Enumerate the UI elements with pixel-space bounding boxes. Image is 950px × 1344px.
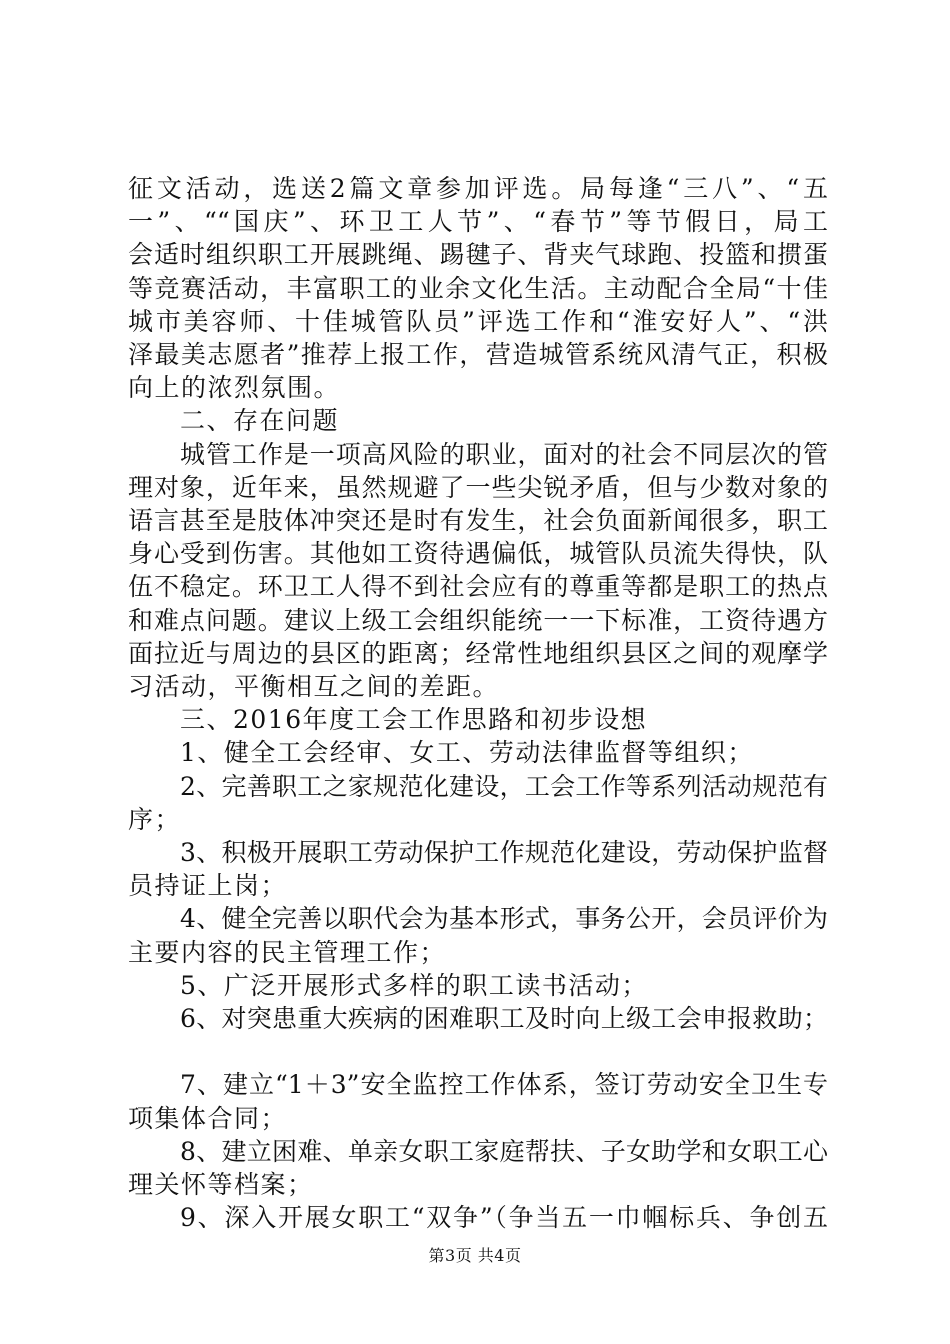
list-item-continuation: 主要内容的民主管理工作； [128,937,447,967]
paragraph-line: 会适时组织职工开展跳绳、踢毽子、背夹气球跑、投篮和掼蛋 [128,240,828,270]
paragraph-line: 习活动，平衡相互之间的差距。 [128,672,500,701]
paragraph-line: 城管工作是一项高风险的职业，面对的社会不同层次的管 [180,439,828,469]
list-item: 1、健全工会经审、女工、劳动法律监督等组织； [180,738,754,768]
list-item: 4、健全完善以职代会为基本形式，事务公开，会员评价为 [180,904,828,934]
paragraph-line: 一”、““国庆”、环卫工人节”、“春节”等节假日，局工 [128,207,828,237]
list-item: 9、深入开展女职工“双争”（争当五一巾帼标兵、争创五 [180,1203,828,1233]
paragraph-line: 泽最美志愿者”推荐上报工作，营造城管系统风清气正，积极 [128,340,828,369]
paragraph-line: 身心受到伤害。其他如工资待遇偏低，城管队员流失得快，队 [128,539,828,569]
section-heading: 三、2016年度工会工作思路和初步设想 [180,705,648,735]
list-item-continuation: 项集体合同； [128,1103,288,1133]
paragraph-line: 征文活动，选送2篇文章参加评选。局每逢“三八”、“五 [128,174,828,203]
section-heading: 二、存在问题 [180,406,340,436]
list-item-continuation: 员持证上岗； [128,871,288,901]
list-item: 6、对突患重大疾病的困难职工及时向上级工会申报救助； [180,1004,828,1033]
paragraph-line: 面拉近与周边的县区的距离；经常性地组织县区之间的观摩学 [128,638,828,668]
list-item-continuation: 理关怀等档案； [128,1170,314,1199]
paragraph-line: 语言甚至是肢体冲突还是时有发生，社会负面新闻很多，职工 [128,506,828,535]
list-item: 5、广泛开展形式多样的职工读书活动； [180,970,648,1000]
paragraph-line: 城市美容师、十佳城管队员”评选工作和“淮安好人”、“洪 [128,306,828,336]
paragraph-line: 向上的浓烈氛围。 [128,373,341,403]
list-item: 2、完善职工之家规范化建设，工会工作等系列活动规范有 [180,771,828,801]
paragraph-line: 理对象，近年来，虽然规避了一些尖锐矛盾，但与少数对象的 [128,472,828,502]
list-item: 3、积极开展职工劳动保护工作规范化建设，劳动保护监督 [180,838,828,867]
paragraph-line: 和难点问题。建议上级工会组织能统一一下标准，工资待遇方 [128,605,828,635]
paragraph-line: 等竞赛活动，丰富职工的业余文化生活。主动配合全局“十佳 [128,273,828,303]
paragraph-line: 伍不稳定。环卫工人得不到社会应有的尊重等都是职工的热点 [128,572,828,602]
list-item-continuation: 序； [128,804,182,834]
list-item: 8、建立困难、单亲女职工家庭帮扶、子女助学和女职工心 [180,1136,828,1166]
list-item: 7、建立“1＋3”安全监控工作体系，签订劳动安全卫生专 [180,1070,828,1100]
page-number-footer: 第3页 共4页 [428,1246,522,1265]
